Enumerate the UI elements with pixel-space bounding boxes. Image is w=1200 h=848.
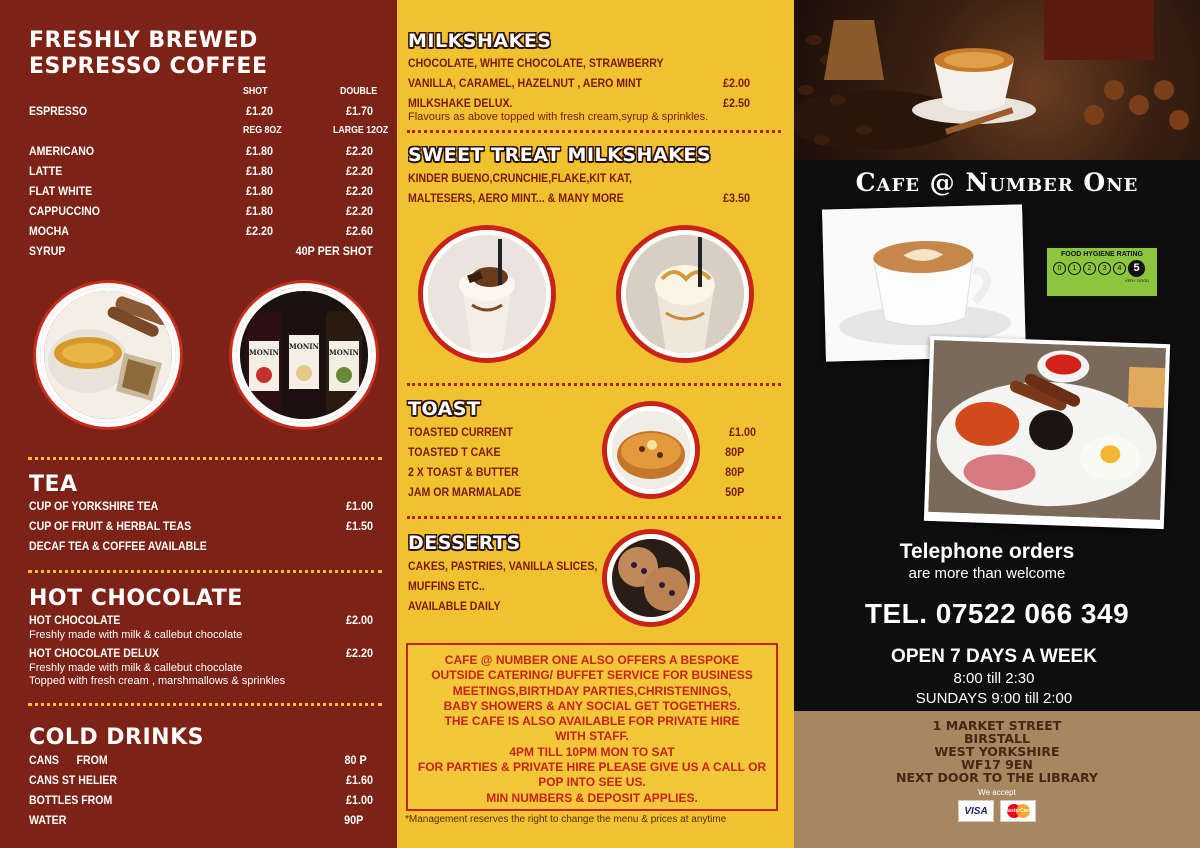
toast-photo — [607, 406, 695, 494]
breakfast-photo — [924, 336, 1170, 529]
catering-line: CAFE @ NUMBER ONE ALSO OFFERS A BESPOKE — [444, 653, 740, 667]
welcome-text: are more than welcome — [908, 565, 1066, 582]
sweet-treat-line: MALTESERS, AERO MINT... & MANY MORE — [408, 191, 624, 205]
cold-drink-item: WATER — [29, 813, 67, 827]
coffee-item: FLAT WHITE — [29, 184, 93, 198]
hygiene-score: 4 — [1113, 262, 1126, 275]
dessert-line: MUFFINS ETC.. — [408, 579, 485, 593]
catering-box — [406, 643, 778, 811]
toast-price: £1.00 — [728, 425, 756, 439]
cold-drink-price: £1.60 — [345, 773, 373, 787]
hygiene-score: 0 — [1053, 262, 1066, 275]
hot-chocolate-delux-name: HOT CHOCOLATE DELUX — [29, 646, 160, 660]
cold-drink-item: CANS FROM — [29, 753, 108, 767]
coffee-large-price: £2.20 — [345, 204, 373, 218]
open-days: OPEN 7 DAYS A WEEK — [891, 646, 1097, 667]
visa-icon — [958, 800, 994, 822]
syrup-photo — [236, 287, 372, 423]
sunday-hours: SUNDAYS 9:00 till 2:00 — [915, 690, 1073, 707]
milkshakes-heading: MILKSHAKES — [408, 30, 552, 52]
coffee-reg-price: £1.80 — [245, 144, 273, 158]
col-reg: REG 8OZ — [243, 125, 282, 136]
milkshake-delux-note: Flavours as above topped with fresh cream,syrup & sprinkles. — [408, 111, 709, 123]
catering-line: FOR PARTIES & PRIVATE HIRE PLEASE GIVE US A CALL OR — [417, 760, 767, 775]
espresso-double-price: £1.70 — [345, 104, 373, 118]
syrup-label-2: MONIN — [289, 342, 319, 351]
hygiene-score-selected: 5 — [1128, 260, 1145, 277]
milkshake-photo-2 — [621, 230, 749, 358]
catering-line: WITH STAFF. — [555, 729, 629, 744]
opening-hours: 8:00 till 2:30 — [953, 670, 1035, 687]
coffee-reg-price: £2.20 — [245, 224, 273, 238]
address-line: BIRSTALL — [964, 731, 1030, 746]
hygiene-rating-badge — [1045, 246, 1159, 298]
telephone-orders: Telephone orders — [899, 540, 1075, 563]
cafe-title: Cafe @ Number One — [855, 168, 1139, 197]
cold-drink-price: £1.00 — [345, 793, 373, 807]
toast-price: 80P — [724, 465, 744, 479]
mastercard-icon — [1000, 800, 1036, 822]
col-large: LARGE 12OZ — [333, 125, 389, 136]
divider — [28, 703, 382, 706]
hot-chocolate-heading: HOT CHOCOLATE — [29, 586, 243, 611]
toast-item: TOASTED T CAKE — [408, 445, 501, 459]
cold-drink-item: CANS ST HELIER — [29, 773, 118, 787]
toast-item: TOASTED CURRENT — [408, 425, 513, 439]
dessert-photo — [607, 534, 695, 622]
cold-drink-price: 80 P — [344, 753, 367, 767]
we-accept: We accept — [978, 788, 1016, 797]
milkshake-price: £2.00 — [722, 76, 750, 90]
catering-line: 4PM TILL 10PM MON TO SAT — [509, 744, 675, 759]
catering-line: POP INTO SEE US. — [538, 775, 646, 790]
coffee-reg-price: £1.80 — [245, 164, 273, 178]
divider — [28, 570, 382, 573]
syrup-price: 40P PER SHOT — [295, 244, 373, 258]
dessert-line: AVAILABLE DAILY — [408, 599, 501, 613]
toast-price: 80P — [724, 445, 744, 459]
coffee-reg-price: £1.80 — [245, 184, 273, 198]
milkshake-image — [428, 235, 546, 353]
muffin-image — [612, 539, 690, 617]
coffee-heading-line1: FRESHLY BREWED — [29, 28, 258, 53]
toast-price: 50P — [724, 485, 744, 499]
address-line: WEST YORKSHIRE — [934, 744, 1060, 759]
toast-heading: TOAST — [408, 398, 481, 420]
tea-cup-image — [44, 291, 172, 419]
coffee-heading — [29, 28, 268, 80]
coffee-large-price: £2.60 — [345, 224, 373, 238]
catering-line: THE CAFE IS ALSO AVAILABLE FOR PRIVATE HIRE — [444, 714, 740, 729]
sweet-treat-heading: SWEET TREAT MILKSHAKES — [408, 144, 712, 166]
coffee-large-price: £2.20 — [345, 184, 373, 198]
catering-text — [408, 645, 776, 806]
catering-line: OUTSIDE CATERING/ BUFFET SERVICE FOR BUSINESS — [431, 668, 753, 683]
hot-chocolate-price: £2.00 — [345, 613, 373, 627]
divider — [407, 130, 781, 133]
milkshake-flavours: CHOCOLATE, WHITE CHOCOLATE, STRAWBERRY — [408, 56, 664, 70]
coffee-beans-photo — [794, 0, 1200, 160]
desserts-heading: DESSERTS — [408, 532, 521, 554]
tea-photo — [40, 287, 176, 423]
hygiene-score: 1 — [1068, 262, 1081, 275]
cold-drinks-heading: COLD DRINKS — [29, 725, 204, 750]
col-double: DOUBLE — [340, 86, 378, 97]
info-panel — [794, 0, 1200, 848]
tea-item: DECAF TEA & COFFEE AVAILABLE — [29, 539, 207, 553]
payment-methods — [794, 800, 1200, 822]
hygiene-score: 2 — [1083, 262, 1096, 275]
catering-line: MEETINGS,BIRTHDAY PARTIES,CHRISTENINGS, — [452, 683, 732, 698]
hygiene-title: FOOD HYGIENE RATING — [1061, 251, 1143, 258]
hot-chocolate-desc: Freshly made with milk & callebut chocolate — [29, 629, 243, 641]
coffee-still-life-image — [794, 0, 1200, 160]
milkshake-image — [626, 235, 744, 353]
col-shot: SHOT — [243, 86, 268, 97]
coffee-item: CAPPUCCINO — [29, 204, 100, 218]
tea-item: CUP OF FRUIT & HERBAL TEAS — [29, 519, 192, 533]
milkshake-photo-1 — [423, 230, 551, 358]
hot-chocolate-delux-price: £2.20 — [345, 646, 373, 660]
toast-item: 2 X TOAST & BUTTER — [408, 465, 519, 479]
coffee-item: AMERICANO — [29, 144, 95, 158]
syrup-label-1: MONIN — [249, 348, 279, 357]
address — [794, 719, 1200, 784]
tea-heading: TEA — [29, 472, 78, 497]
coffee-large-price: £2.20 — [345, 164, 373, 178]
hygiene-score: 3 — [1098, 262, 1111, 275]
dessert-line: CAKES, PASTRIES, VANILLA SLICES, — [408, 559, 598, 573]
divider — [28, 457, 382, 460]
catering-line: BABY SHOWERS & ANY SOCIAL GET TOGETHERS. — [443, 698, 741, 713]
teacake-image — [612, 411, 690, 489]
sweet-treat-line: KINDER BUENO,CRUNCHIE,FLAKE,KIT KAT, — [408, 171, 632, 185]
telephone-number: TEL. 07522 066 349 — [864, 598, 1130, 629]
toast-item: JAM OR MARMALADE — [408, 485, 522, 499]
coffee-item: MOCHA — [29, 224, 69, 238]
tea-item: CUP OF YORKSHIRE TEA — [29, 499, 159, 513]
address-bar — [794, 711, 1200, 848]
catering-line: MIN NUMBERS & DEPOSIT APPLIES. — [486, 790, 698, 805]
espresso-name: ESPRESSO — [29, 104, 88, 118]
hot-chocolate-name: HOT CHOCOLATE — [29, 613, 121, 627]
tea-price: £1.00 — [345, 499, 373, 513]
coffee-reg-price: £1.80 — [245, 204, 273, 218]
divider — [407, 516, 781, 519]
cold-drink-item: BOTTLES FROM — [29, 793, 113, 807]
breakfast-image — [928, 340, 1166, 520]
coffee-item: LATTE — [29, 164, 63, 178]
milkshake-flavours: VANILLA, CARAMEL, HAZELNUT , AERO MINT — [408, 76, 643, 90]
coffee-panel — [0, 0, 397, 848]
milkshake-delux-name: MILKSHAKE DELUX. — [408, 96, 513, 110]
address-line: NEXT DOOR TO THE LIBRARY — [896, 770, 1098, 785]
hot-chocolate-delux-desc1: Freshly made with milk & callebut chocolate — [29, 662, 243, 674]
sweet-treat-price: £3.50 — [722, 191, 750, 205]
address-line: 1 MARKET STREET — [932, 718, 1062, 733]
espresso-shot-price: £1.20 — [245, 104, 273, 118]
milkshake-delux-price: £2.50 — [722, 96, 750, 110]
hygiene-caption: VERY GOOD — [1124, 278, 1149, 283]
coffee-large-price: £2.20 — [345, 144, 373, 158]
visa-label: VISA — [964, 805, 988, 817]
tea-price: £1.50 — [345, 519, 373, 533]
mastercard-label: MasterCard — [1004, 808, 1032, 814]
syrup-name: SYRUP — [29, 244, 66, 258]
coffee-heading-line2: ESPRESSO COFFEE — [29, 54, 268, 79]
hygiene-scale — [1053, 262, 1157, 277]
divider — [407, 383, 781, 386]
address-line: WF17 9EN — [961, 757, 1033, 772]
disclaimer: *Management reserves the right to change the menu & prices at anytime — [405, 814, 727, 825]
syrup-bottles-image — [240, 291, 368, 419]
syrup-label-3: MONIN — [329, 348, 359, 357]
milkshake-panel — [397, 0, 794, 848]
cold-drink-price: 90P — [343, 813, 363, 827]
hot-chocolate-delux-desc2: Topped with fresh cream , marshmallows & sprinkles — [29, 675, 286, 687]
